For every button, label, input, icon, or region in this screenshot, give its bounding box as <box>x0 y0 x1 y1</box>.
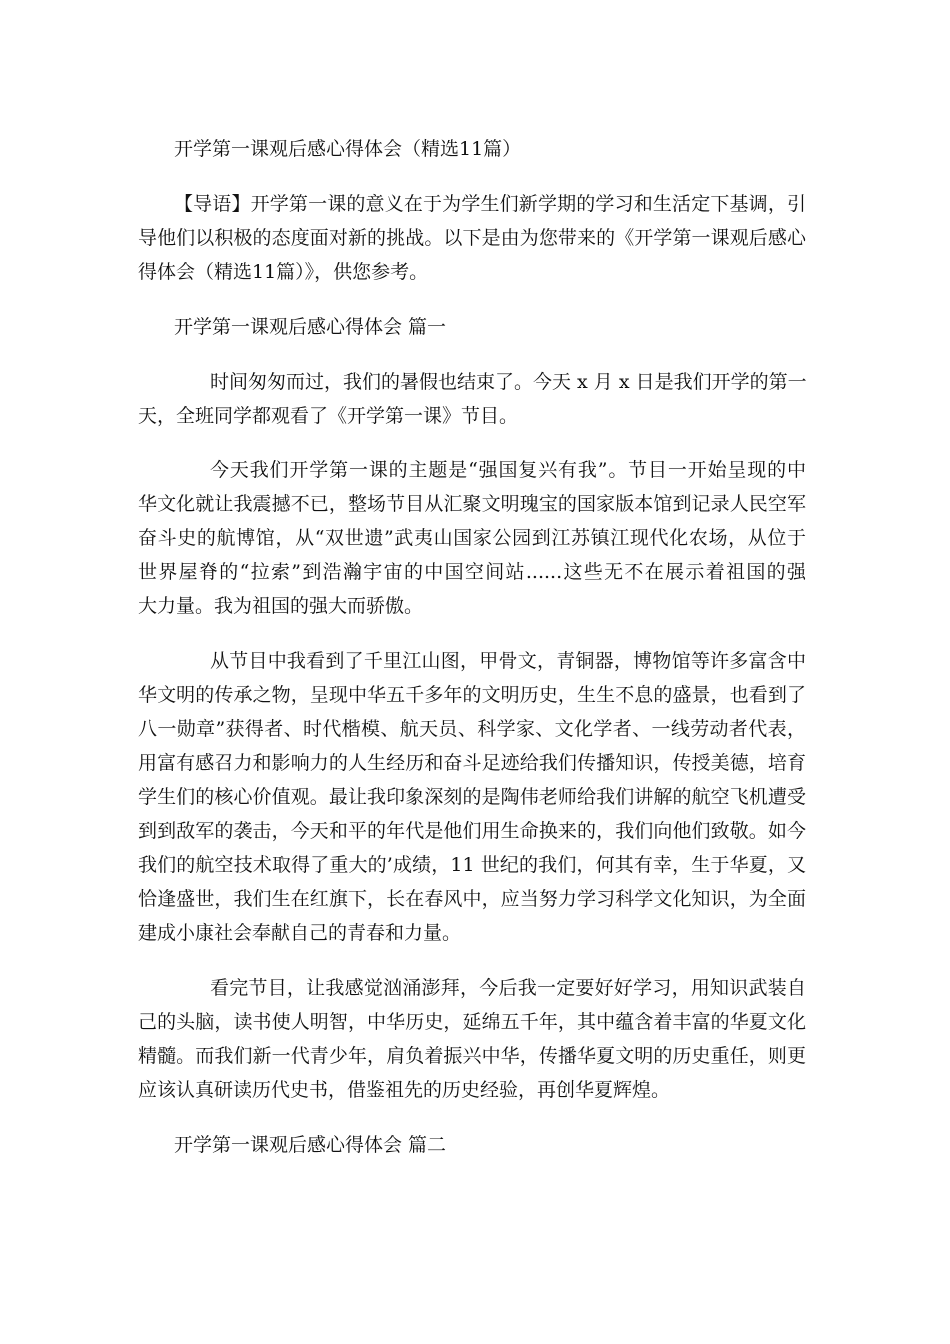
intro-line-2: 导他们以积极的态度面对新的挑战。以下是由为您带来的《开学第一课观后感心 <box>138 227 806 249</box>
paragraph-3-line-5: 学生们的核心价值观。最让我印象深刻的是陶伟老师给我们讲解的航空飞机遭受 <box>138 786 806 808</box>
document-title: 开学第一课观后感心得体会（精选11篇） <box>174 138 522 160</box>
paragraph-2-line-3: 奋斗史的航博馆，从“双世遗”武夷山国家公园到江苏镇江现代化农场，从位于 <box>138 527 806 549</box>
paragraph-1-line-1: 时间匆匆而过，我们的暑假也结束了。今天 x 月 x 日是我们开学的第一 <box>210 371 807 393</box>
intro-line-1: 【导语】开学第一课的意义在于为学生们新学期的学习和生活定下基调，引 <box>174 193 806 215</box>
section-heading-2: 开学第一课观后感心得体会 篇二 <box>174 1134 447 1156</box>
intro-line-3: 得体会（精选11篇）》，供您参考。 <box>138 261 429 283</box>
paragraph-2-line-1: 今天我们开学第一课的主题是“强国复兴有我”。节目一开始呈现的中 <box>210 459 806 481</box>
paragraph-1-line-2: 天，全班同学都观看了《开学第一课》节目。 <box>138 405 519 427</box>
paragraph-2-line-2: 华文化就让我震撼不已，整场节目从汇聚文明瑰宝的国家版本馆到记录人民空军 <box>138 493 806 515</box>
paragraph-3-line-2: 华文明的传承之物，呈现中华五千多年的文明历史，生生不息的盛景，也看到了 <box>138 684 806 706</box>
paragraph-4-line-1: 看完节目，让我感觉汹涌澎拜，今后我一定要好好学习，用知识武装自 <box>210 977 806 999</box>
paragraph-3-line-6: 到到敌军的袭击，今天和平的年代是他们用生命换来的，我们向他们致敬。如今 <box>138 820 806 842</box>
paragraph-3-line-1: 从节目中我看到了千里江山图，甲骨文，青铜器，博物馆等许多富含中 <box>210 650 806 672</box>
paragraph-3-line-3: 八一勋章”获得者、时代楷模、航天员、科学家、文化学者、一线劳动者代表， <box>138 718 806 740</box>
paragraph-4-line-2: 己的头脑，读书使人明智，中华历史，延绵五千年，其中蕴含着丰富的华夏文化 <box>138 1011 806 1033</box>
paragraph-3-line-7: 我们的航空技术取得了重大的’成绩，11 世纪的我们，何其有幸，生于华夏，又 <box>138 854 806 876</box>
paragraph-3-line-4: 用富有感召力和影响力的人生经历和奋斗足迹给我们传播知识，传授美德，培育 <box>138 752 806 774</box>
paragraph-2-line-4: 世界屋脊的“拉索”到浩瀚宇宙的中国空间站......这些无不在展示着祖国的强 <box>138 561 806 583</box>
paragraph-3-line-9: 建成小康社会奉献自己的青春和力量。 <box>138 922 462 944</box>
paragraph-3-line-8: 恰逢盛世，我们生在红旗下，长在春风中，应当努力学习科学文化知识，为全面 <box>138 888 806 910</box>
section-heading-1: 开学第一课观后感心得体会 篇一 <box>174 316 447 338</box>
paragraph-2-line-5: 大力量。我为祖国的强大而骄傲。 <box>138 595 424 617</box>
paragraph-4-line-4: 应该认真研读历代史书，借鉴祖先的历史经验，再创华夏辉煌。 <box>138 1079 671 1101</box>
paragraph-4-line-3: 精髓。而我们新一代青少年，肩负着振兴中华，传播华夏文明的历史重任，则更 <box>138 1045 806 1067</box>
